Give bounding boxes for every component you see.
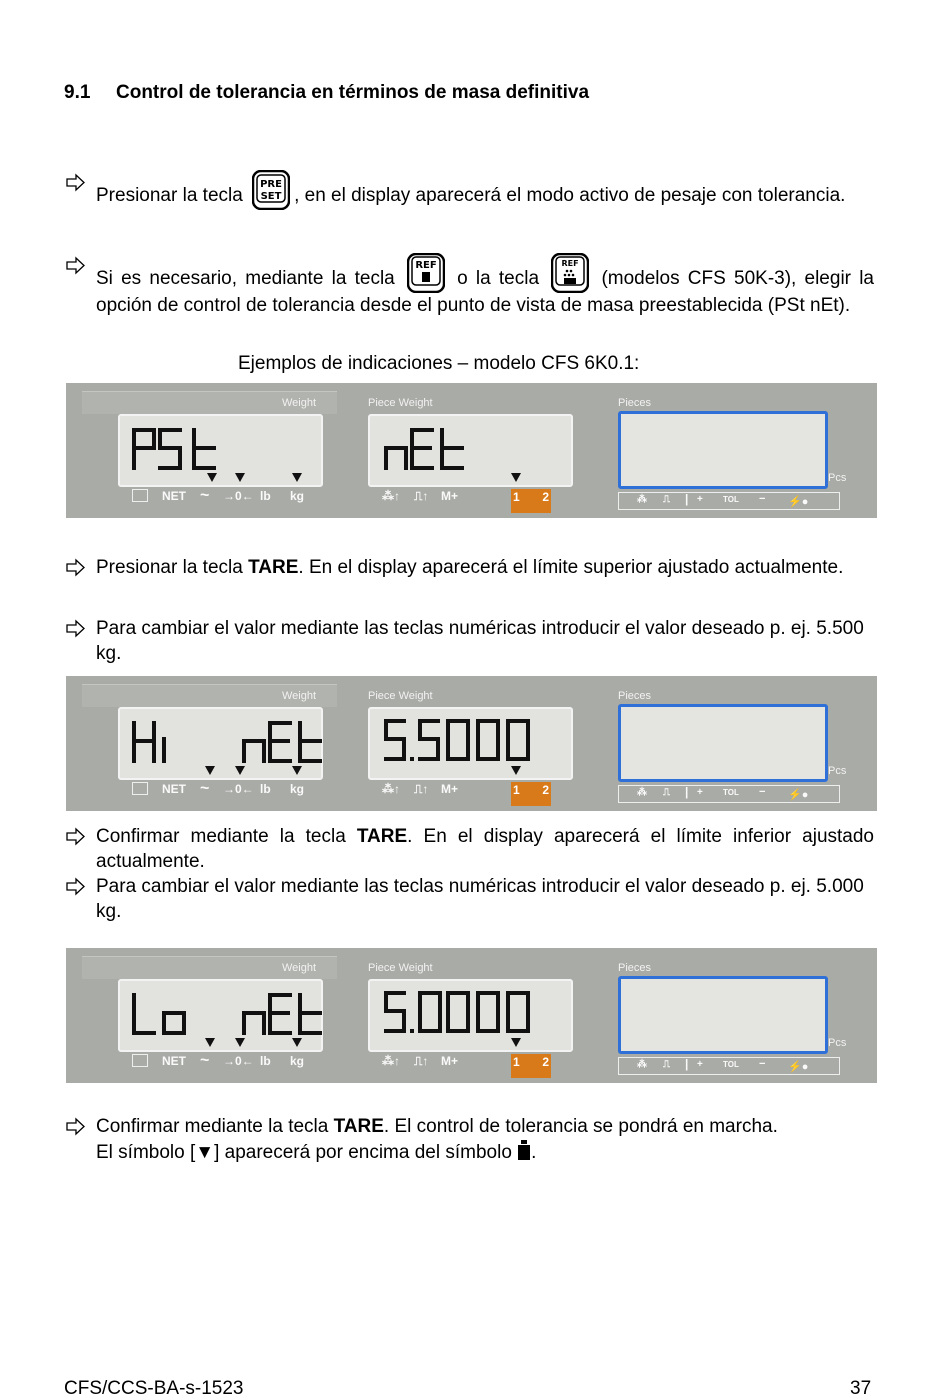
step-text: El símbolo [▼] aparecerá por encima del símbolo (96, 1142, 518, 1163)
step-text: Para cambiar el valor mediante las teclas numéricas introducir el valor deseado p. ej. 5.500 kg. (96, 618, 864, 664)
arrow-icon (64, 874, 88, 899)
ref-pieces-key-icon (551, 253, 589, 293)
tol-label: TOL (723, 788, 739, 797)
section-number: 9.1 (64, 82, 91, 103)
step-2 (64, 253, 874, 318)
tol-minus: − (759, 1058, 766, 1070)
weight-lcd-digits (128, 424, 318, 476)
figure-caption: Ejemplos de indicaciones – modelo CFS 6K0.1: (238, 353, 640, 374)
badge-2: 2 (542, 490, 549, 504)
tol-weight-icon: ⎍ (663, 787, 670, 798)
zero-indicator: →0← (223, 489, 254, 503)
battery-icon (132, 782, 148, 795)
mplus-indicator: M+ (441, 1054, 459, 1068)
step-text: o la tecla (448, 268, 548, 289)
indicator-triangle (511, 766, 521, 775)
svg-text:PRE: PRE (260, 179, 283, 190)
step-text: . En el display aparecerá el límite superior ajustado actualmente. (298, 557, 844, 578)
display-panel-3 (66, 948, 877, 1083)
svg-text:REF: REF (415, 260, 437, 271)
tol-label: TOL (723, 495, 739, 504)
tol-plus: + (697, 494, 703, 505)
piece-weight-label: Piece Weight (368, 690, 433, 702)
weight-lcd-digits (128, 989, 323, 1041)
pieces-lcd (618, 976, 828, 1054)
tare-key-name: TARE (248, 557, 299, 578)
step-text: Para cambiar el valor mediante las teclas numéricas introducir el valor deseado p. ej. 5.000 kg. (96, 876, 864, 922)
arrow-icon (64, 1114, 88, 1139)
display-panel-1 (66, 383, 877, 518)
badge-1: 1 (513, 783, 520, 797)
weight-up-icon: ⎍↑ (414, 782, 429, 796)
indicator-triangle (205, 1038, 215, 1047)
scale-badge (511, 1054, 551, 1078)
piece-weight-lcd-digits (380, 987, 570, 1041)
charge-icon: ⚡● (788, 1061, 809, 1073)
pcs-label: Pcs (828, 765, 847, 777)
indicator-triangle (511, 473, 521, 482)
step-text: Confirmar mediante la tecla (96, 826, 357, 847)
kg-indicator: kg (290, 782, 305, 796)
display-panel-2 (66, 676, 877, 811)
step-text: . (531, 1142, 537, 1163)
weight-label: Weight (282, 962, 317, 974)
battery-icon (132, 489, 148, 502)
net-indicator: NET (162, 782, 186, 796)
scale-badge (511, 782, 551, 806)
preset-key-icon (252, 170, 290, 210)
indicator-triangle (205, 766, 215, 775)
stable-icon: ~ (200, 487, 210, 504)
net-indicator: NET (162, 1054, 186, 1068)
weight-symbol-icon (517, 1139, 531, 1161)
accumulate-icon: ⁂↑ (382, 1054, 400, 1068)
step-7 (64, 1114, 804, 1165)
arrow-icon (64, 253, 88, 278)
piece-weight-label: Piece Weight (368, 962, 433, 974)
tol-divider: | (685, 785, 689, 799)
indicator-triangle (292, 473, 302, 482)
step-5 (64, 824, 874, 874)
weight-label: Weight (282, 397, 317, 409)
piece-weight-lcd-digits (380, 424, 570, 476)
tol-minus: − (759, 786, 766, 798)
tol-icon: ⁂ (637, 1059, 647, 1070)
mplus-indicator: M+ (441, 782, 459, 796)
charge-icon: ⚡● (788, 496, 809, 508)
zero-indicator: →0← (223, 782, 254, 796)
badge-2: 2 (542, 783, 549, 797)
arrow-icon (64, 616, 88, 641)
step-text: Confirmar mediante la tecla (96, 1116, 334, 1137)
indicator-triangle (292, 766, 302, 775)
step-6 (64, 874, 874, 924)
indicator-triangle (235, 766, 245, 775)
step-text: (modelos CFS 50K-3), elegir la opción de control de tolerancia desde el punto de vista de masa preestablecida (PSt nEt). (96, 268, 874, 316)
ref-key-icon (407, 253, 445, 293)
accumulate-icon: ⁂↑ (382, 782, 400, 796)
document-code: CFS/CCS-BA-s-1523 (64, 1378, 244, 1399)
pieces-label: Pieces (618, 690, 652, 702)
piece-weight-label: Piece Weight (368, 397, 433, 409)
lb-indicator: lb (260, 1054, 271, 1068)
pieces-lcd (618, 411, 828, 489)
step-text: . El control de tolerancia se pondrá en marcha. (383, 1116, 778, 1137)
tare-key-name: TARE (333, 1116, 384, 1137)
tol-icon: ⁂ (637, 494, 647, 505)
tol-weight-icon: ⎍ (663, 494, 670, 505)
step-text: Presionar la tecla (96, 557, 249, 578)
badge-1: 1 (513, 490, 520, 504)
weight-lcd-digits (128, 717, 323, 769)
tare-key-name: TARE (356, 826, 408, 847)
indicator-triangle (292, 1038, 302, 1047)
weight-label: Weight (282, 690, 317, 702)
step-text: , en el display aparecerá el modo activo de pesaje con tolerancia. (294, 185, 846, 206)
kg-indicator: kg (290, 1054, 305, 1068)
step-text: Presionar la tecla (96, 185, 249, 206)
step-3 (64, 555, 874, 580)
piece-weight-lcd (368, 979, 573, 1052)
svg-text:SET: SET (260, 191, 282, 202)
section-heading (64, 82, 589, 104)
tol-icon: ⁂ (637, 787, 647, 798)
step-4 (64, 616, 874, 666)
page-number: 37 (850, 1378, 872, 1399)
indicator-triangle (235, 473, 245, 482)
lb-indicator: lb (260, 782, 271, 796)
accumulate-icon: ⁂↑ (382, 489, 400, 503)
badge-2: 2 (542, 1055, 549, 1069)
scale-badge (511, 489, 551, 513)
indicator-triangle (235, 1038, 245, 1047)
arrow-icon (64, 170, 88, 195)
arrow-icon (64, 824, 88, 849)
tol-label: TOL (723, 1060, 739, 1069)
step-text: Si es necesario, mediante la tecla (96, 268, 403, 289)
tol-plus: + (697, 787, 703, 798)
zero-indicator: →0← (223, 1054, 254, 1068)
tol-plus: + (697, 1059, 703, 1070)
net-indicator: NET (162, 489, 186, 503)
pcs-label: Pcs (828, 472, 847, 484)
battery-icon (132, 1054, 148, 1067)
arrow-icon (64, 555, 88, 580)
piece-weight-lcd-digits (380, 715, 570, 769)
tol-divider: | (685, 1057, 689, 1071)
stable-icon: ~ (200, 780, 210, 797)
weight-up-icon: ⎍↑ (414, 489, 429, 503)
piece-weight-lcd (368, 414, 573, 487)
lb-indicator: lb (260, 489, 271, 503)
piece-weight-lcd (368, 707, 573, 780)
step-1 (64, 170, 874, 210)
badge-1: 1 (513, 1055, 520, 1069)
mplus-indicator: M+ (441, 489, 459, 503)
indicator-triangle (511, 1038, 521, 1047)
pcs-label: Pcs (828, 1037, 847, 1049)
pieces-label: Pieces (618, 397, 652, 409)
kg-indicator: kg (290, 489, 305, 503)
tol-divider: | (685, 492, 689, 506)
charge-icon: ⚡● (788, 789, 809, 801)
step-text: . En el display aparecerá el límite inferior ajustado actualmente. (96, 826, 874, 872)
pieces-lcd (618, 704, 828, 782)
tol-weight-icon: ⎍ (663, 1059, 670, 1070)
svg-text:REF: REF (561, 259, 579, 268)
pieces-label: Pieces (618, 962, 652, 974)
stable-icon: ~ (200, 1052, 210, 1069)
indicator-triangle (207, 473, 217, 482)
section-title: Control de tolerancia en términos de masa definitiva (116, 82, 590, 103)
weight-up-icon: ⎍↑ (414, 1054, 429, 1068)
tol-minus: − (759, 493, 766, 505)
